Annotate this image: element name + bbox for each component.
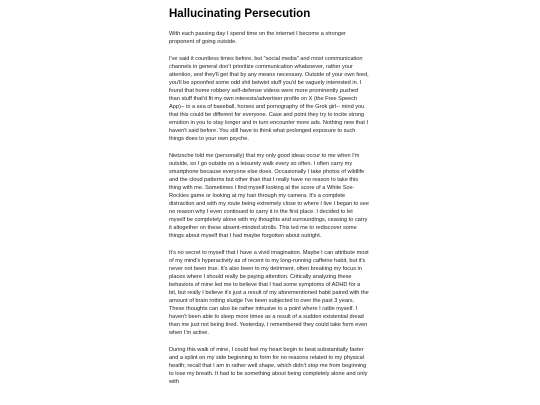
article-paragraph: With each passing day I spend time on the internet I become a stronger proponent of going outside. xyxy=(169,31,346,46)
article-paragraph: It's no secret to myself that I have a vivid imagination. Maybe I can attribute most of my mind's hyperactivity as of recent to my long-running caffeine habit, but it's never not been true. It's also been to my detriment, often breaking my focus in places where I should really be paying attention. Critically analyzing these behaviors of mine led me to believe that I had some symptoms of ADHD for a bit, but really I believe it's just a result of my aforementioned habit paired with the amount of brain rotting sludge I've been subjected to over the past 3 years. These thoughts can also be rather intrusive to a point where I rattle myself. I haven't been able to sleep more times as a result of a sudden existential dread than me just not being tired. Yesterday, I remembered they could take form even when I'm active. xyxy=(169,249,369,337)
article-paragraph: Nietzsche told me (personally) that my only good ideas occur to me when I'm outside, so I go outside on a leisurely walk every so often. I often carry my smartphone because everyone else does. Occasionally I take photos of wildlife and the cloud patterns but other than that I really have no reason to take this thing with me. Sometimes I find myself looking at the score of a White Sox-Rockies game or looking at my hair through my camera. It's a complete distraction and with my route being extremely close to where I live I began to see no reason why I even continued to carry it in the first place. I decided to let myself be completely alone with my thoughts and surroundings, ceasing to carry it altogether on these absent-minded strolls. This led me to rediscover some things about myself that I had maybe forgotten about outright. xyxy=(169,152,369,240)
article xyxy=(169,7,369,394)
article-title: Hallucinating Persecution xyxy=(169,8,311,20)
article-paragraph: During this walk of mine, I could feel my heart begin to beat substantially faster and a splint on my side beginning to form for no reasons related to my physical health; recall that I am in rather well shape, which didn't stop me from beginning to lose my breath. It had to be something about being completely alone and only with xyxy=(169,346,368,385)
article-paragraph: I've said it countless times before, but "social media" and most communication channels in general don't prioritize communication whatsoever, rather your attention, and they'll get that by any means necessary. Outside of your own feed, you'll be spoonfed some odd shit betwixt stuff you'd be vaguely interested in. I found that home robbery self-defense videos were more prominently pushed than stuff that'd fit my own interests/advertiser profile on X (the Free Speech App)-- in a sea of baseball, horses and pornography of the Grok girl-- mind you that this could be different for everyone. Case and point they try to incite strong emotion in you to stay longer and in turn encounter more ads. Nothing new that I haven't said before. You still have to think what prolonged exposure to such things does to your own psyche. xyxy=(169,55,369,143)
